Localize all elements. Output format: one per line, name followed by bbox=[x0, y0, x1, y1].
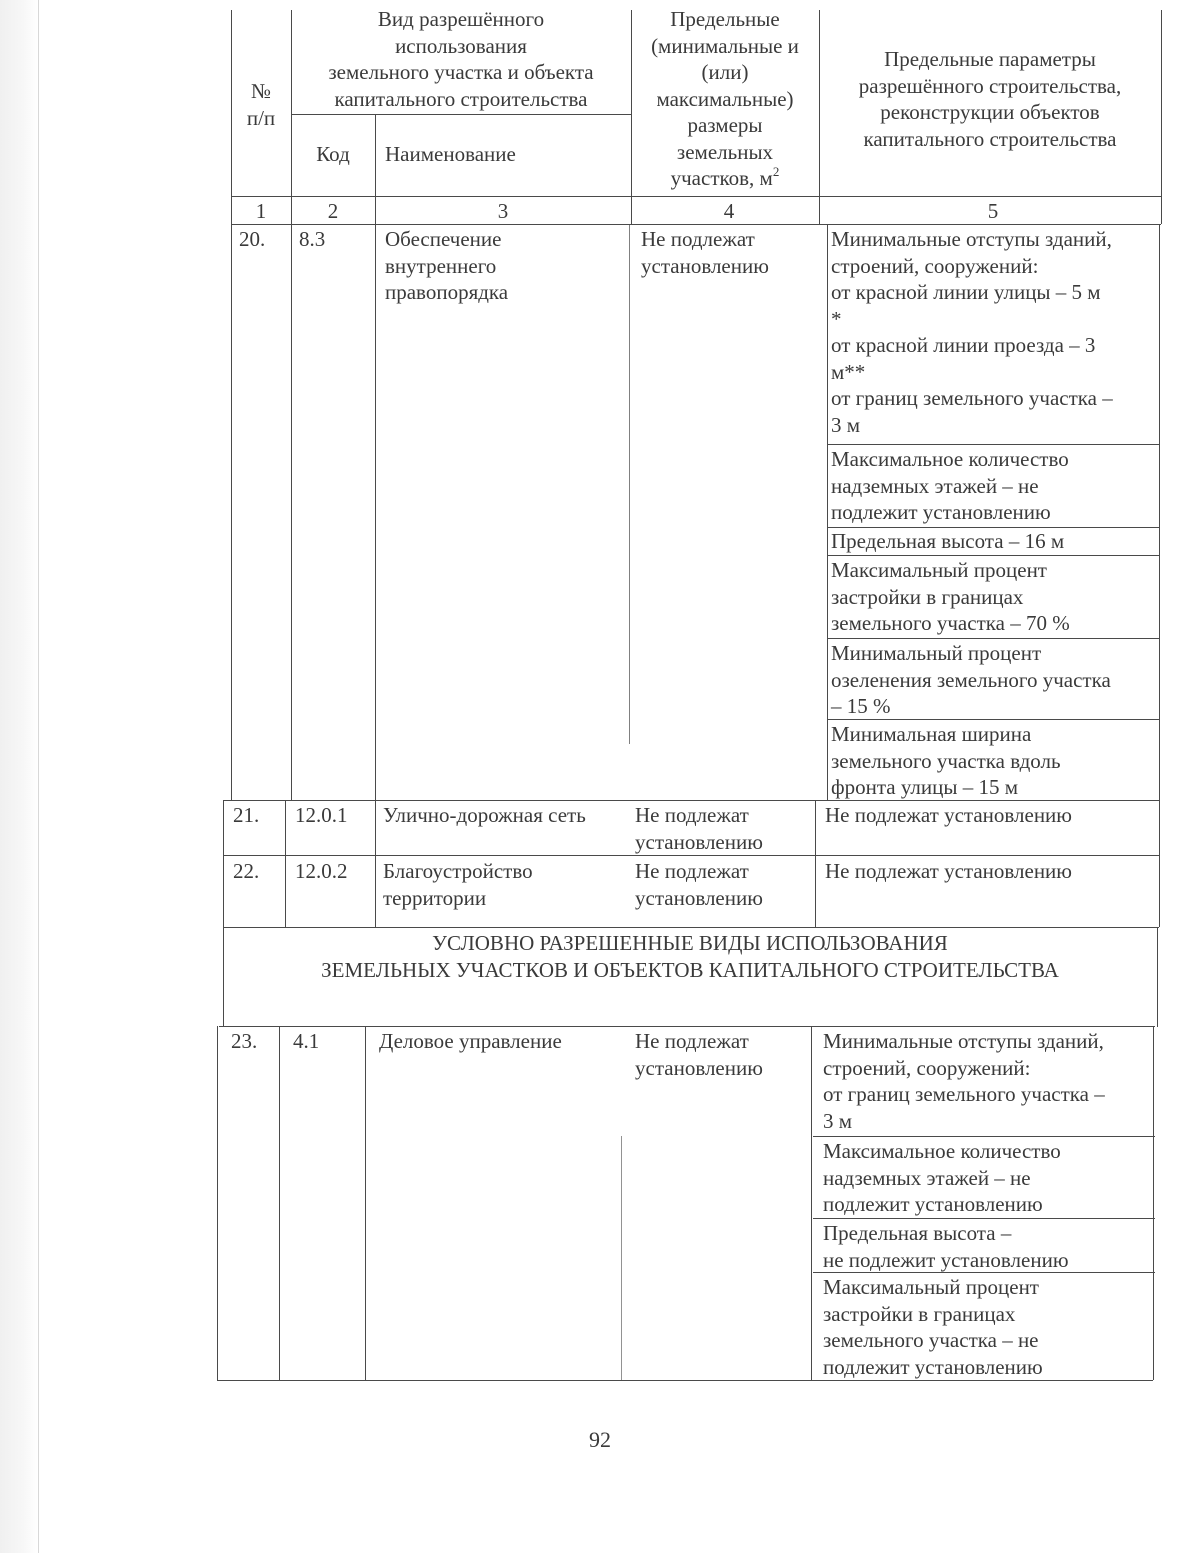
col-number-5: 5 bbox=[987, 199, 999, 223]
header-use-kind: Вид разрешённого использования земельного участка и объекта капитального строительства bbox=[328, 7, 594, 111]
rule-col-1 bbox=[291, 10, 292, 800]
row-20-param-height: Предельная высота – 16 м bbox=[831, 529, 1065, 553]
row-23-param-setbacks: Минимальные отступы зданий, строений, сооружений: от границ земельного участка – 3 м bbox=[823, 1029, 1105, 1133]
row-23-code: 4.1 bbox=[293, 1029, 320, 1053]
rule-col-1-mid bbox=[285, 800, 286, 927]
row-21-name: Улично-дорожная сеть bbox=[383, 803, 586, 827]
row-23-param-floors: Максимальное количество надземных этажей – не подлежит установлению bbox=[823, 1139, 1061, 1216]
rule-right bbox=[1159, 224, 1160, 927]
row-23-param-coverage: Максимальный процент застройки в границах земельного участка – не подлежит установлению bbox=[823, 1275, 1043, 1379]
rule-header-split bbox=[291, 114, 631, 115]
rule-col-2-mid bbox=[375, 800, 376, 927]
rule-col-3-lower bbox=[621, 1136, 622, 1380]
row-20-param-coverage: Максимальный процент застройки в границах земельного участка – 70 % bbox=[831, 558, 1070, 635]
scan-edge-line bbox=[38, 0, 39, 1553]
rule-row-21-bottom bbox=[223, 855, 1159, 856]
row-21-num: 21. bbox=[233, 803, 260, 827]
rule-param-3 bbox=[827, 555, 1159, 556]
rule-col-2-lower bbox=[365, 1026, 366, 1380]
rule-table-bottom bbox=[217, 1380, 1153, 1381]
rule-col-4 bbox=[827, 224, 828, 800]
col-number-4: 4 bbox=[723, 199, 735, 223]
row-20-num: 20. bbox=[239, 227, 266, 251]
rule-header-bottom bbox=[231, 196, 1161, 197]
rule-left-mid bbox=[223, 800, 224, 1027]
row-20-name: Обеспечение внутреннего правопорядка bbox=[385, 227, 509, 304]
row-20-param-setbacks: Минимальные отступы зданий, строений, сооружений: от красной линии улицы – 5 м * от красной линии проезда – 3 м** от границ земельного участка – 3 м bbox=[831, 227, 1113, 437]
rule-right-header bbox=[1161, 10, 1162, 224]
row-22-num: 22. bbox=[233, 859, 260, 883]
row-20-code: 8.3 bbox=[299, 227, 326, 251]
col-number-2: 2 bbox=[327, 199, 339, 223]
header-sizes: Предельные (минимальные и (или) максимальные) размеры земельных участков, $м^2$ bbox=[651, 7, 799, 190]
rule-right-lower bbox=[1153, 1026, 1154, 1380]
row-23-sizes: Не подлежат установлению bbox=[635, 1029, 763, 1080]
scan-margin bbox=[0, 0, 38, 1553]
rule-col-4-mid bbox=[815, 800, 816, 927]
rule-param-4 bbox=[827, 638, 1159, 639]
header-name: Наименование bbox=[385, 142, 516, 166]
row-22-code: 12.0.2 bbox=[295, 859, 348, 883]
rule-section-bottom bbox=[219, 1026, 1155, 1027]
row-23-num: 23. bbox=[231, 1029, 258, 1053]
row-20-param-floors: Максимальное количество надземных этажей – не подлежит установлению bbox=[831, 447, 1069, 524]
rule-param-1 bbox=[827, 444, 1159, 445]
row-21-code: 12.0.1 bbox=[295, 803, 348, 827]
row-21-sizes: Не подлежат установлению bbox=[635, 803, 763, 854]
row-20-param-greenery: Минимальный процент озеленения земельного участка – 15 % bbox=[831, 641, 1111, 718]
rule-param-23-1 bbox=[813, 1136, 1155, 1137]
rule-row-22-bottom bbox=[223, 927, 1159, 928]
row-22-name: Благоустройство территории bbox=[383, 859, 533, 910]
row-20-sizes: Не подлежат установлению bbox=[641, 227, 769, 278]
rule-right-section bbox=[1157, 927, 1158, 1027]
section-heading-conditional: УСЛОВНО РАЗРЕШЕННЫЕ ВИДЫ ИСПОЛЬЗОВАНИЯ ЗЕМЕЛЬНЫХ УЧАСТКОВ И ОБЪЕКТОВ КАПИТАЛЬНОГО СТРОИТЕЛЬСТВА bbox=[321, 931, 1059, 982]
header-num: № п/п bbox=[246, 79, 276, 130]
col-number-3: 3 bbox=[497, 199, 509, 223]
zoning-table bbox=[217, 7, 1163, 1382]
col-number-1: 1 bbox=[255, 199, 267, 223]
row-21-params: Не подлежат установлению bbox=[825, 803, 1072, 827]
rule-col-4-lower bbox=[811, 1026, 812, 1380]
row-22-params: Не подлежат установлению bbox=[825, 859, 1072, 883]
row-23-param-height: Предельная высота – не подлежит установлению bbox=[823, 1221, 1069, 1272]
row-23-name: Деловое управление bbox=[379, 1029, 562, 1053]
header-code: Код bbox=[316, 142, 350, 166]
page-number: 92 bbox=[589, 1427, 611, 1452]
row-22-sizes: Не подлежат установлению bbox=[635, 859, 763, 910]
header-params: Предельные параметры разрешённого строительства, реконструкции объектов капитального строительства bbox=[858, 47, 1122, 151]
rule-param-23-2 bbox=[813, 1218, 1155, 1219]
rule-col-3-faded bbox=[629, 224, 630, 744]
rule-col-1-lower bbox=[279, 1026, 280, 1380]
rule-left-lower bbox=[217, 1026, 218, 1380]
row-20-param-width: Минимальная ширина земельного участка вдоль фронта улицы – 15 м bbox=[831, 722, 1061, 799]
